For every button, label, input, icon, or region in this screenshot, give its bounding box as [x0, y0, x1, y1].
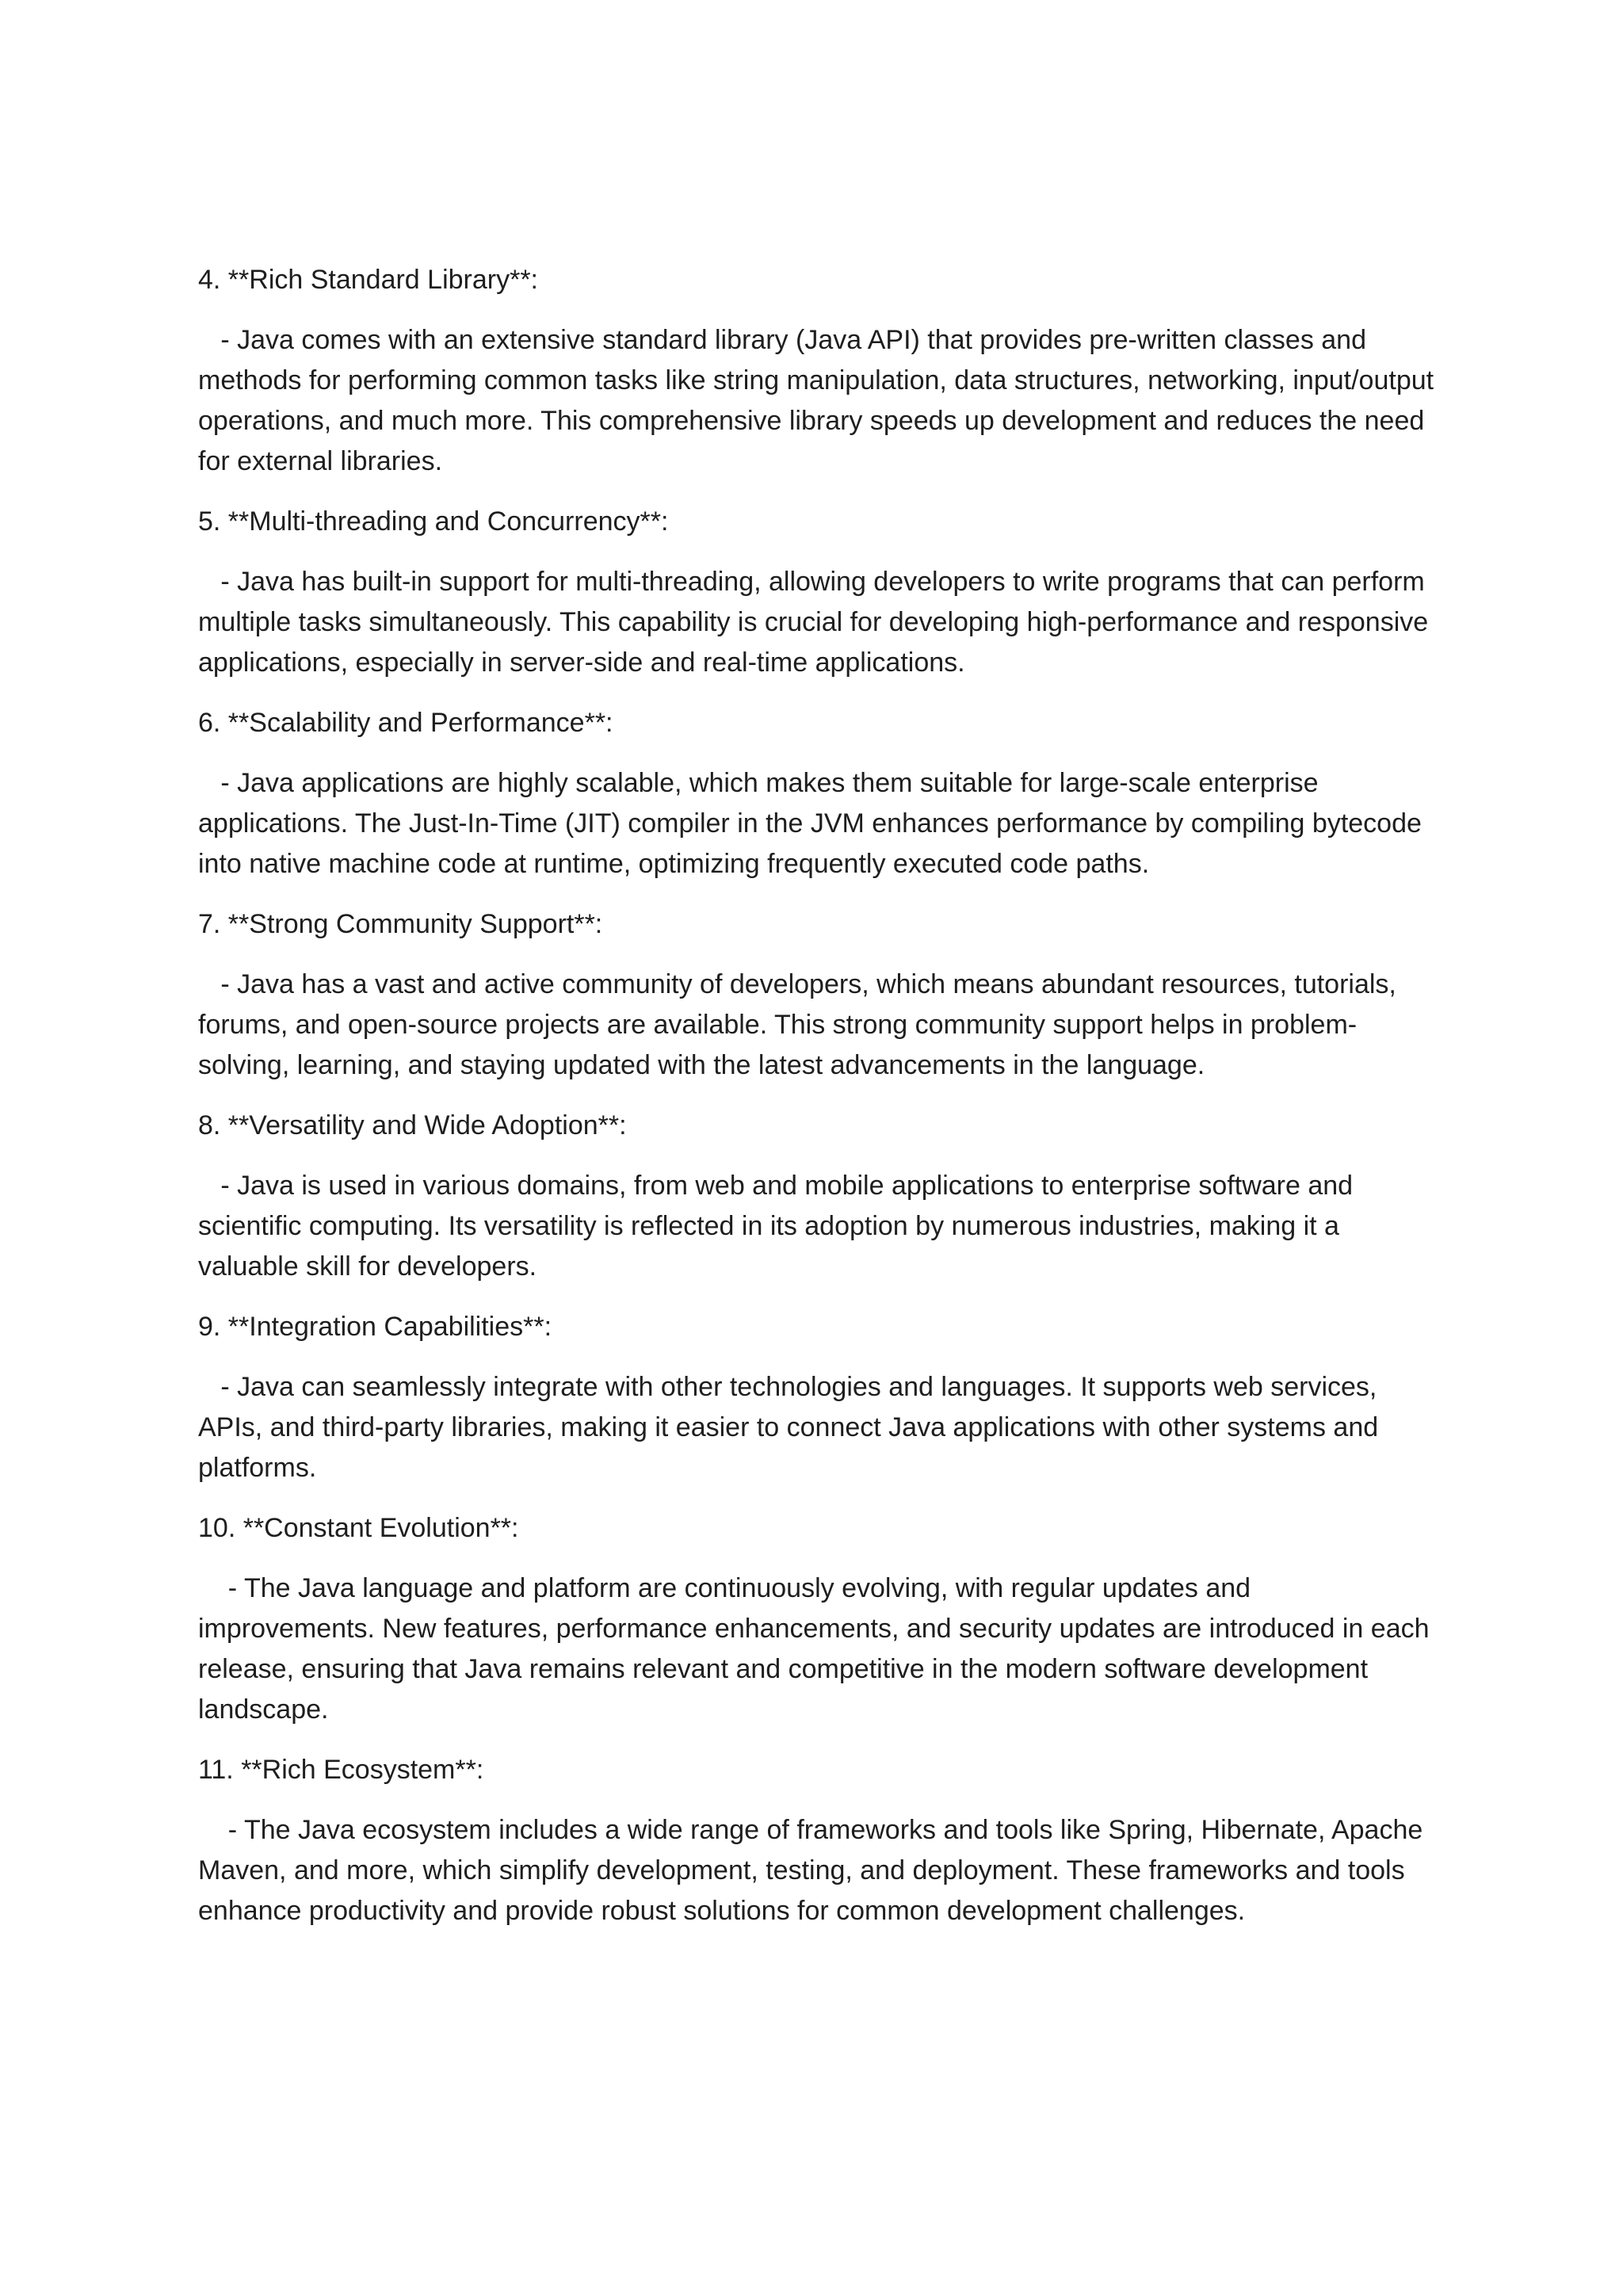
section-body: - Java applications are highly scalable, which makes them suitable for large-scale enterprise applications. The Just-In-Time (JIT) compiler in the JVM enhances performance by compiling bytecode into native machine code at runtime, optimizing frequently executed code paths. [198, 768, 1430, 879]
section-body: - Java can seamlessly integrate with other technologies and languages. It supports web services, APIs, and third-party libraries, making it easier to connect Java applications with other systems and platforms. [198, 1372, 1386, 1483]
section-constant-evolution [198, 1508, 1437, 1730]
section-heading: 7. **Strong Community Support**: [198, 909, 603, 939]
section-rich-ecosystem [198, 1750, 1434, 1931]
section-heading: 11. **Rich Ecosystem**: [198, 1755, 484, 1785]
section-body: - Java has a vast and active community of developers, which means abundant resources, tutorials, forums, and open-source projects are available. This strong community support helps in problem-solving, learning, and staying updated with the latest advancements in the language. [198, 969, 1404, 1080]
section-rich-standard-library [198, 260, 1442, 482]
section-body: - Java comes with an extensive standard library (Java API) that provides pre-written classes and methods for performing common tasks like string manipulation, data structures, networking, input/output operations, and much more. This comprehensive library speeds up development and reduces the need for external libraries. [198, 325, 1442, 476]
section-multi-threading [198, 502, 1434, 683]
section-community-support [198, 904, 1434, 1086]
section-body: - Java has built-in support for multi-threading, allowing developers to write programs that can perform multiple tasks simultaneously. This capability is crucial for developing high-performance and responsive applications, especially in server-side and real-time applications. [198, 567, 1436, 678]
section-heading: 6. **Scalability and Performance**: [198, 708, 613, 738]
section-body: - The Java ecosystem includes a wide range of frameworks and tools like Spring, Hibernate, Apache Maven, and more, which simplify development, testing, and deployment. These frameworks and tools enhance productivity and provide robust solutions for common development challenges. [198, 1815, 1430, 1926]
section-heading: 10. **Constant Evolution**: [198, 1513, 519, 1543]
section-body: - Java is used in various domains, from web and mobile applications to enterprise software and scientific computing. Its versatility is reflected in its adoption by numerous industries, making it a valuable skill for developers. [198, 1171, 1361, 1282]
section-heading: 5. **Multi-threading and Concurrency**: [198, 506, 669, 537]
section-body: - The Java language and platform are continuously evolving, with regular updates and improvements. New features, performance enhancements, and security updates are introduced in each release, ensuring that Java remains relevant and competitive in the modern software development landscape. [198, 1573, 1437, 1725]
section-heading: 8. **Versatility and Wide Adoption**: [198, 1110, 627, 1140]
section-versatility [198, 1106, 1434, 1287]
section-heading: 4. **Rich Standard Library**: [198, 265, 539, 295]
section-integration [198, 1307, 1434, 1488]
section-scalability [198, 703, 1434, 884]
section-heading: 9. **Integration Capabilities**: [198, 1312, 552, 1342]
document-content [198, 260, 1442, 1951]
